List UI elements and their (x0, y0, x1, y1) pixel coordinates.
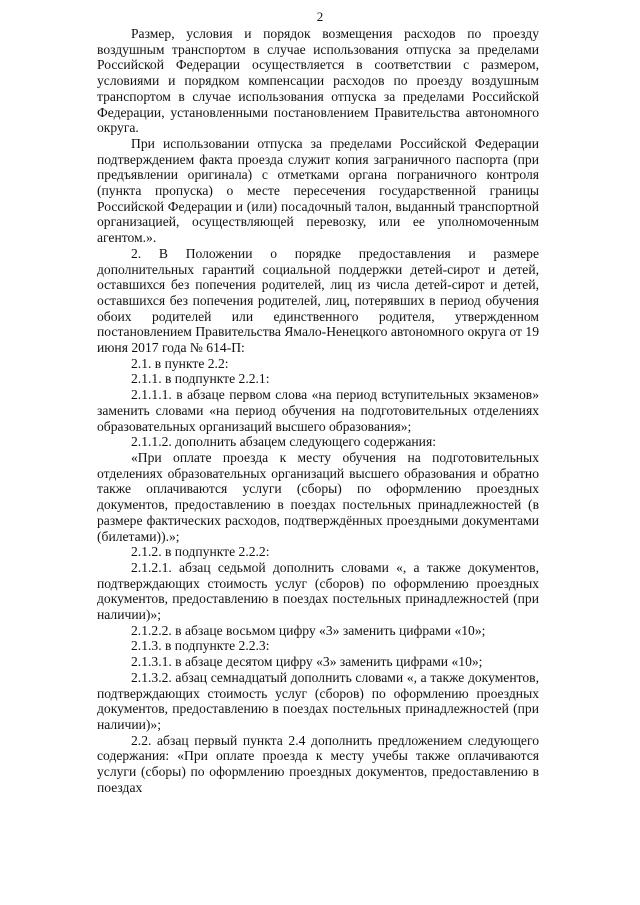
paragraph-4: 2.1. в пункте 2.2: (131, 355, 229, 371)
page-number: 2 (316, 9, 324, 24)
paragraph-1: Размер, условия и порядок возмещения расходов по проезду воздушным транспортом в случае использования отпуска за пределами Российской Федерации осуществляется в соответствии с размером, условиями и порядком компенсации расходов по проезду воздушным транспортом в случае использования отпуска за пределами Российской Федерации, установленными постановлением Правительства автономного округа. (97, 26, 539, 136)
paragraph-9: 2.1.2. в подпункте 2.2.2: (131, 544, 270, 560)
paragraph-15: 2.2. абзац первый пункта 2.4 дополнить предложением следующего содержания: «При оплате проезда к месту учебы также оплачиваются услуги (сборы) по оформлению проездных документов, предоставлению в поездах (97, 732, 539, 795)
paragraph-5: 2.1.1. в подпункте 2.2.1: (131, 371, 270, 387)
paragraph-12: 2.1.3. в подпункте 2.2.3: (131, 638, 270, 654)
paragraph-3: 2. В Положении о порядке предоставления и размере дополнительных гарантий социальной поддержки детей-сирот и детей, оставшихся без попечения родителей, лиц из числа детей-сирот и детей, оставшихся без попечения родителей, лиц, потерявших в период обучения обоих родителей или единственного родителя, утвержденном постановлением Правительства Ямало-Ненецкого автономного округа от 19 июня 2017 года № 614-П: (97, 245, 539, 356)
paragraph-2: При использовании отпуска за пределами Российской Федерации подтверждением факта проезда служит копия заграничного паспорта (при предъявлении оригинала) с отметками органа пограничного контроля (пункта пропуска) о месте пересечения государственной границы Российской Федерации и (или) посадочный талон, выданный транспортной организацией, осуществляющей перевозку, или ее уполномоченным агентом.». (97, 135, 539, 246)
paragraph-13: 2.1.3.1. в абзаце десятом цифру «3» заменить цифрами «10»; (131, 654, 483, 670)
paragraph-6: 2.1.1.1. в абзаце первом слова «на период вступительных экзаменов» заменить словами «на период обучения на подготовительных отделениях образовательных организаций высшего образования»; (97, 387, 539, 434)
paragraph-8: «При оплате проезда к месту обучения на подготовительных отделениях образовательных организаций высшего образования и обратно также оплачиваются услуги (сборы) по оформлению проездных документов, предоставлению в поездах постельных принадлежностей (в размере фактических расходов, подтверждённых проездными документами (билетами)).»; (97, 449, 539, 544)
paragraph-7: 2.1.1.2. дополнить абзацем следующего содержания: (131, 434, 436, 450)
document-body (97, 26, 539, 795)
paragraph-14: 2.1.3.2. абзац семнадцатый дополнить словами «, а также документов, подтверждающих стоимость услуг (сборов) по оформлению проездных документов, предоставлению в поездах постельных принадлежностей (при наличии)»; (97, 669, 539, 732)
paragraph-11: 2.1.2.2. в абзаце восьмом цифру «3» заменить цифрами «10»; (131, 622, 486, 638)
paragraph-10: 2.1.2.1. абзац седьмой дополнить словами «, а также документов, подтверждающих стоимость услуг (сборов) по оформлению проездных документов, предоставлению в поездах постельных принадлежностей (при наличии)»; (97, 559, 539, 623)
